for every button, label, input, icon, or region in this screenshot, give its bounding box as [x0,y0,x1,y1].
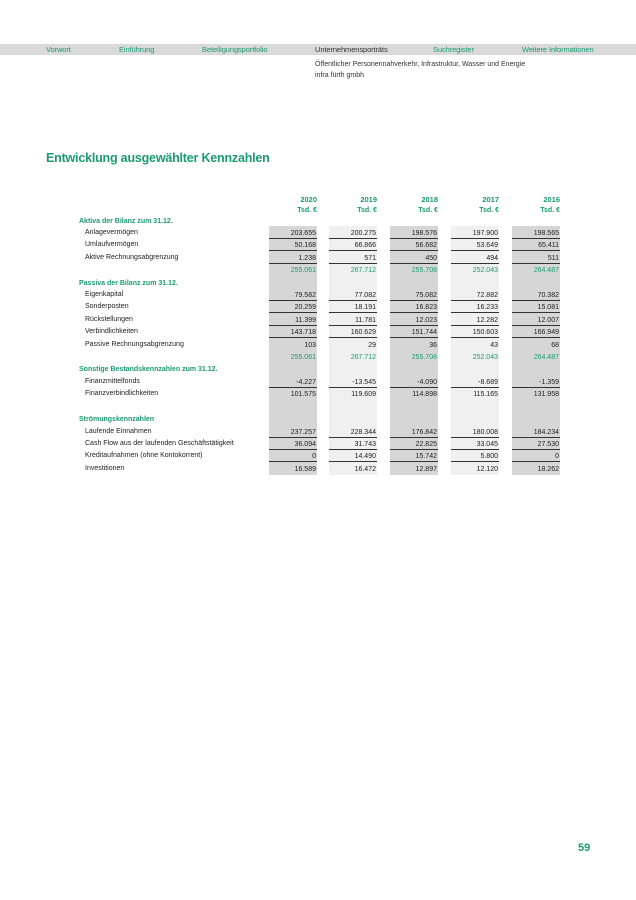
value-cell: 151.744 [390,327,438,338]
value-cell: 176.842 [390,427,438,438]
value-cell: 511 [512,253,560,264]
value-cell: -4.090 [390,377,438,388]
column-year-2018: 2018 [421,195,438,204]
section-heading: Strömungskennzahlen [79,416,155,423]
value-cell: 18.191 [329,302,377,313]
value-cell: 197.900 [451,228,499,239]
value-cell: 20.259 [269,302,317,313]
total-cell: 267.712 [350,354,376,361]
column-unit: Tsd. € [540,207,560,214]
row-label: Umlaufvermögen [85,241,139,248]
value-cell: 11.781 [329,315,377,326]
row-label: Rückstellungen [85,316,133,323]
row-label: Kreditaufnahmen (ohne Kontokorrent) [85,452,203,459]
value-cell: 33.045 [451,439,499,450]
value-cell: 5.800 [451,451,499,462]
row-label: Cash Flow aus der laufenden Geschäftstätigkeit [85,440,234,447]
value-cell: 1.238 [269,253,317,264]
page-number: 59 [578,842,591,854]
value-cell: 12.120 [476,466,498,473]
value-cell: 180.008 [451,427,499,438]
value-cell: 29 [368,342,376,349]
value-cell: 12.007 [512,315,560,326]
value-cell: 114.898 [412,391,437,398]
value-cell: 200.275 [329,228,377,239]
value-cell: 75.082 [390,290,438,301]
total-cell: 255.708 [411,354,437,361]
value-cell: 31.743 [329,439,377,450]
value-cell: 79.582 [269,290,317,301]
top-navigation [0,44,636,55]
value-cell: 237.257 [269,427,317,438]
value-cell: 11.399 [269,315,317,326]
total-cell: 252.043 [472,354,498,361]
value-cell: 16.589 [294,466,316,473]
value-cell: 571 [329,253,377,264]
row-label: Finanzmittelfonds [85,378,140,385]
value-cell: 131.958 [533,391,559,398]
total-cell: 252.043 [472,267,498,274]
total-cell: 264.487 [533,354,559,361]
total-cell: 255.061 [290,354,316,361]
value-cell: 119.609 [351,391,376,398]
row-label: Aktive Rechnungsabgrenzung [85,254,179,261]
value-cell: 27.530 [512,439,560,450]
value-cell: -4.227 [269,377,317,388]
value-cell: 36.094 [269,439,317,450]
column-unit: Tsd. € [479,207,499,214]
section-heading: Aktiva der Bilanz zum 31.12. [79,218,173,225]
value-cell: 36 [429,342,437,349]
column-unit: Tsd. € [418,207,438,214]
nav-item-unternehmensporträts[interactable]: Unternehmensporträts [315,45,388,54]
column-year-2020: 2020 [300,195,317,204]
value-cell: 150.603 [451,327,499,338]
value-cell: 494 [451,253,499,264]
value-cell: 66.866 [329,240,377,251]
page-title: Entwicklung ausgewählter Kennzahlen [46,151,270,165]
value-cell: -1.359 [512,377,560,388]
row-label: Passive Rechnungsabgrenzung [85,341,184,348]
value-cell: 160.629 [329,327,377,338]
column-unit: Tsd. € [357,207,377,214]
row-label: Laufende Einnahmen [85,428,152,435]
section-heading: Sonstige Bestandskennzahlen zum 31.12. [79,366,218,373]
value-cell: 77.082 [329,290,377,301]
value-cell: 228.344 [329,427,377,438]
value-cell: 72.882 [451,290,499,301]
total-cell: 267.712 [350,267,376,274]
value-cell: 50.168 [269,240,317,251]
value-cell: 198.565 [512,228,560,239]
nav-item-suchregister[interactable]: Suchregister [433,45,474,54]
nav-item-vorwort[interactable]: Vorwort [46,45,71,54]
column-year-2019: 2019 [360,195,377,204]
row-label: Investitionen [85,465,125,472]
column-year-2017: 2017 [482,195,499,204]
value-cell: 15.742 [390,451,438,462]
value-cell: 70.382 [512,290,560,301]
row-label: Sonderposten [85,303,129,310]
value-cell: 166.949 [512,327,560,338]
row-label: Finanzverbindlichkeiten [85,390,159,397]
value-cell: 101.575 [290,391,316,398]
value-cell: 12.897 [415,466,437,473]
row-label: Verbindlichkeiten [85,328,138,335]
company-subtitle: infra fürth gmbh [315,72,365,79]
value-cell: 22.825 [390,439,438,450]
column-unit: Tsd. € [297,207,317,214]
value-cell: 450 [390,253,438,264]
category-subtitle: Öffentlicher Personennahverkehr, Infrastruktur, Wasser und Energie [315,61,526,68]
value-cell: 0 [512,451,560,462]
value-cell: 16.472 [354,466,376,473]
value-cell: 15.081 [512,302,560,313]
nav-item-einführung[interactable]: Einführung [119,45,155,54]
total-cell: 264.487 [533,267,559,274]
value-cell: 56.682 [390,240,438,251]
nav-item-beteiligungsportfolio[interactable]: Beteiligungsportfolio [202,45,268,54]
value-cell: 65.411 [512,240,560,251]
value-cell: 68 [551,342,559,349]
column-year-2016: 2016 [543,195,560,204]
value-cell: 12.282 [451,315,499,326]
value-cell: 198.576 [390,228,438,239]
value-cell: 18.262 [537,466,559,473]
total-cell: 255.708 [411,267,437,274]
value-cell: 103 [304,342,316,349]
value-cell: -13.545 [329,377,377,388]
value-cell: 184.234 [512,427,560,438]
value-cell: 115.165 [473,391,498,398]
value-cell: 143.718 [269,327,317,338]
value-cell: 43 [490,342,498,349]
value-cell: 14.490 [329,451,377,462]
value-cell: 16.823 [390,302,438,313]
value-cell: 12.023 [390,315,438,326]
value-cell: -8.689 [451,377,499,388]
value-cell: 0 [269,451,317,462]
row-label: Anlagevermögen [85,229,138,236]
value-cell: 53.649 [451,240,499,251]
nav-item-weitere-informationen[interactable]: Weitere Informationen [522,45,594,54]
section-heading: Passiva der Bilanz zum 31.12. [79,280,178,287]
total-cell: 255.061 [290,267,316,274]
row-label: Eigenkapital [85,291,124,298]
value-cell: 16.233 [451,302,499,313]
value-cell: 203.655 [269,228,317,239]
